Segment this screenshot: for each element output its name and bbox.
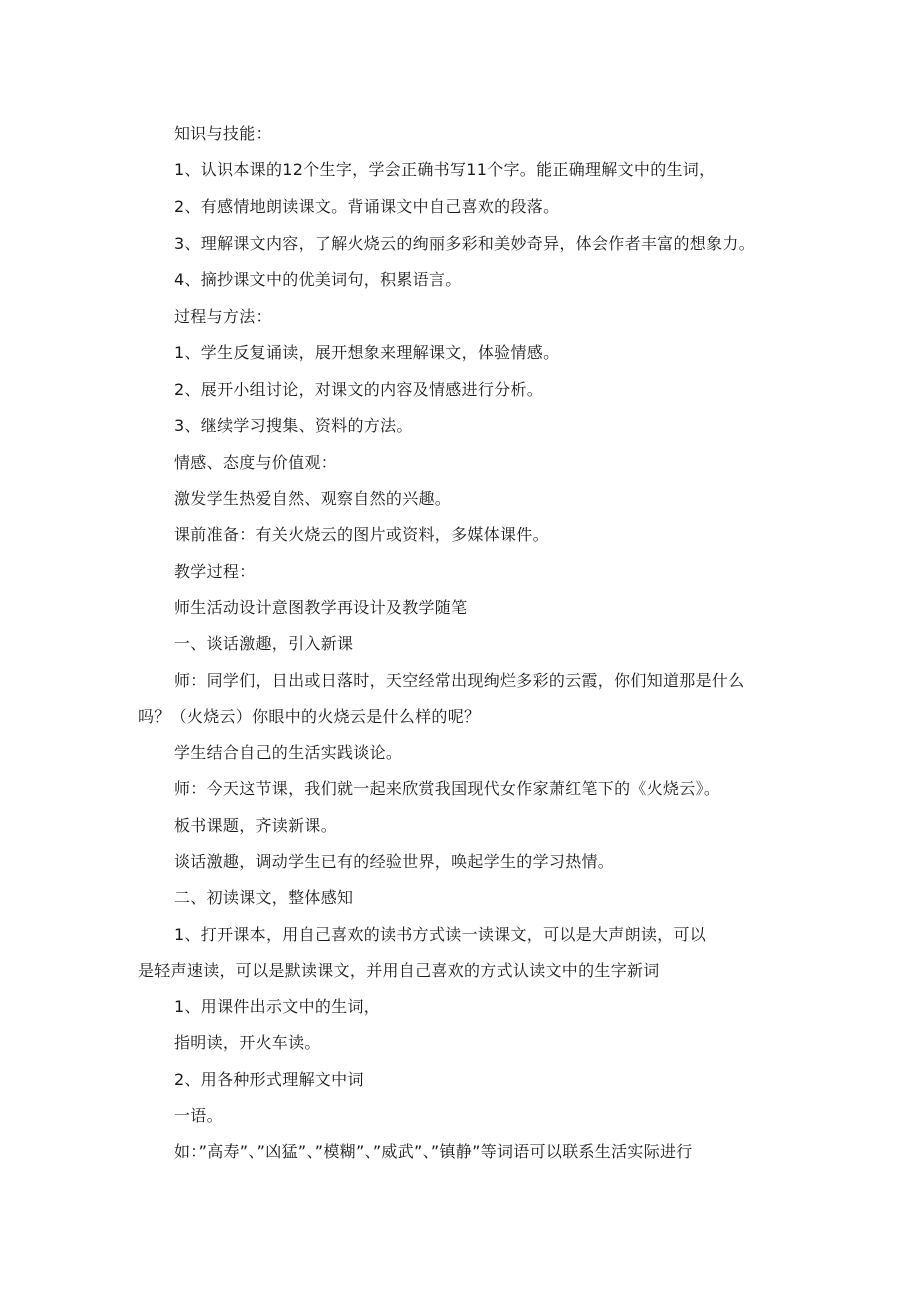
heading-knowledge-skills: 知识与技能： xyxy=(174,124,272,143)
paragraph-line: 2、有感情地朗读课文。背诵课文中自己喜欢的段落。 xyxy=(174,197,560,216)
paragraph-line: 激发学生热爱自然、观察自然的兴趣。 xyxy=(174,489,452,508)
paragraph-line: 师：今天这节课，我们就一起来欣赏我国现代女作家萧红笔下的《火烧云》。 xyxy=(174,779,721,798)
paragraph-line: 1、认识本课的12个生字，学会正确书写11个字。能正确理解文中的生词， xyxy=(174,160,716,179)
paragraph-line: 谈话激趣，调动学生已有的经验世界，唤起学生的学习热情。 xyxy=(174,852,615,871)
paragraph-line: 师生活动设计意图教学再设计及教学随笔 xyxy=(174,598,468,617)
paragraph-line: 课前准备：有关火烧云的图片或资料，多媒体课件。 xyxy=(174,525,549,544)
paragraph-line: 3、继续学习搜集、资料的方法。 xyxy=(174,416,413,435)
paragraph-line: 板书课题，齐读新课。 xyxy=(174,816,338,835)
paragraph-line: 师：同学们，日出或日落时，天空经常出现绚烂多彩的云霞，你们知道那是什么 xyxy=(174,671,745,690)
heading-process-method: 过程与方法： xyxy=(174,307,272,326)
section-heading: 二、初读课文，整体感知 xyxy=(174,888,354,907)
paragraph-line: 2、展开小组讨论，对课文的内容及情感进行分析。 xyxy=(174,380,544,399)
paragraph-line: 2、用各种形式理解文中词 xyxy=(174,1070,364,1089)
paragraph-line: 吗？（火烧云）你眼中的火烧云是什么样的呢？ xyxy=(138,707,481,726)
paragraph-line: 1、学生反复诵读，展开想象来理解课文，体验情感。 xyxy=(174,343,560,362)
paragraph-line: 1、用课件出示文中的生词， xyxy=(174,997,381,1016)
paragraph-line: 3、理解课文内容，了解火烧云的绚丽多彩和美妙奇异，体会作者丰富的想象力。 xyxy=(174,234,755,253)
paragraph-line: 是轻声速读，可以是默读课文，并用自己喜欢的方式认读文中的生字新词 xyxy=(138,961,660,980)
paragraph-line: 如：”高寿”、”凶猛”、”模糊”、”威武”、”镇静”等词语可以联系生活实际进行 xyxy=(174,1142,693,1161)
paragraph-line: 指明读，开火车读。 xyxy=(174,1033,321,1052)
section-heading: 一、谈话激趣，引入新课 xyxy=(174,634,354,653)
heading-teaching-process: 教学过程： xyxy=(174,562,256,581)
paragraph-line: 1、打开课本，用自己喜欢的读书方式读一读课文，可以是大声朗读，可以 xyxy=(174,925,707,944)
paragraph-line: 4、摘抄课文中的优美词句，积累语言。 xyxy=(174,270,462,289)
heading-emotion-values: 情感、态度与价值观： xyxy=(174,453,338,472)
paragraph-line: 学生结合自己的生活实践谈论。 xyxy=(174,743,403,762)
paragraph-line: 一语。 xyxy=(174,1106,223,1125)
